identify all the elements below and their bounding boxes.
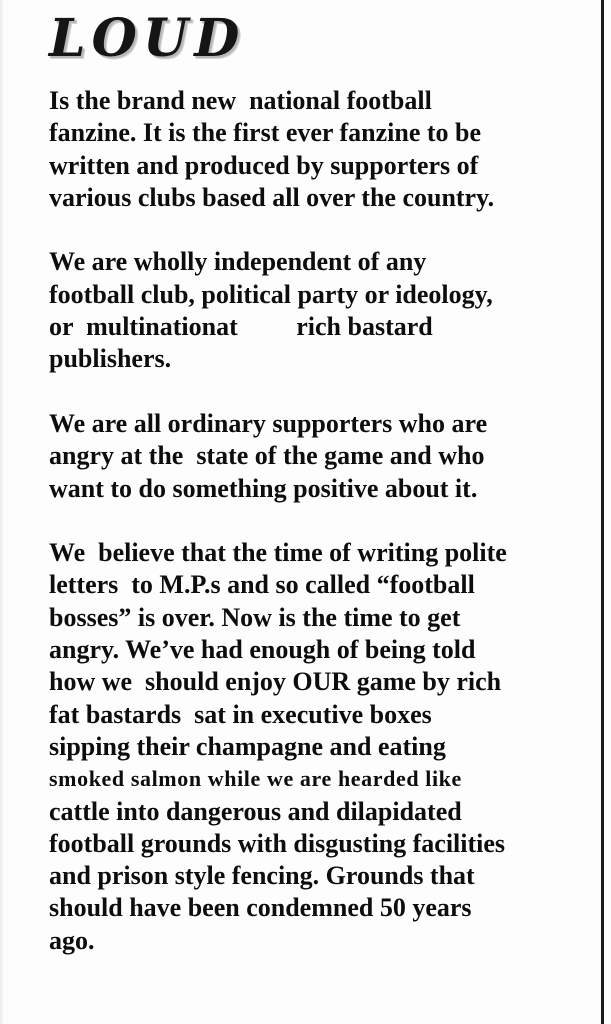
text-line: publishers. [49, 344, 172, 374]
text-line: letters to M.P.s and so called “football [49, 570, 475, 600]
text-line: and prison style fencing. Grounds that [49, 861, 475, 891]
text-line: angry at the state of the game and who [49, 441, 485, 471]
right-margin-rule [601, 0, 604, 1024]
text-line: football grounds with disgusting facilities [49, 828, 506, 858]
text-line: We believe that the time of writing polite [49, 538, 507, 568]
paragraph-belief [49, 537, 569, 957]
text-line: We are all ordinary supporters who are [49, 408, 488, 438]
text-line: smoked salmon while we are hearded like [49, 766, 462, 792]
text-line: want to do something positive about it. [49, 473, 478, 503]
text-line: written and produced by supporters of [49, 150, 479, 180]
text-line: angry. We’ve had enough of being told [49, 635, 476, 665]
paragraph-supporters [49, 408, 569, 505]
text-line: how we should enjoy OUR game by rich [49, 667, 502, 697]
article-body [49, 85, 569, 989]
paragraph-intro [49, 85, 569, 214]
text-line: Is the brand new national football [49, 86, 432, 115]
page-edge-shadow [0, 0, 4, 1024]
text-line: ago. [49, 925, 95, 955]
fanzine-title: LOUD [49, 8, 246, 69]
paragraph-independence [49, 246, 569, 375]
text-line: fanzine. It is the first ever fanzine to be [49, 118, 482, 148]
text-line: bosses” is over. Now is the time to get [49, 602, 461, 632]
text-line: We are wholly independent of any [49, 247, 427, 277]
text-line: various clubs based all over the country. [49, 182, 495, 212]
text-line: or multinationat rich bastard [49, 312, 433, 342]
text-line: football club, political party or ideology, [49, 279, 493, 309]
text-line: fat bastards sat in executive boxes [49, 699, 432, 729]
text-line: should have been condemned 50 years [49, 893, 472, 923]
text-line: cattle into dangerous and dilapidated [49, 796, 462, 826]
text-line: sipping their champagne and eating [49, 731, 446, 761]
